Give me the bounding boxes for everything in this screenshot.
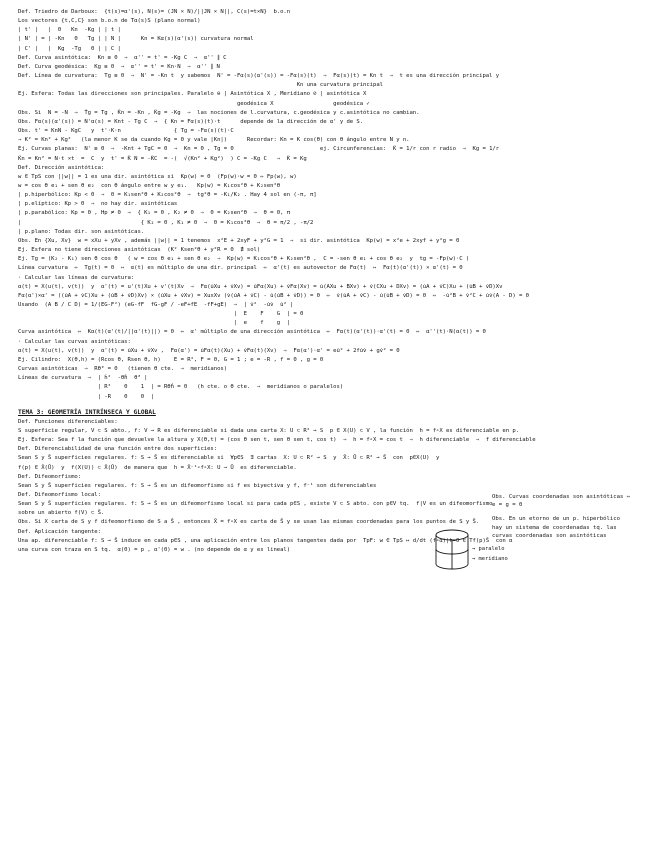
side-note: Obs. Curvas coordenadas son asintóticas ⇔ e = g = 0 (492, 494, 631, 509)
note-line: Curva asintótica ⇔ Kα(t)(α'(t)/||α'(t)||) = 0 ⇔ α' múltiplo de una dirección asintótica ⇔ Fα(t)(α'(t))·α'(t) = 0 ⇔ α''(t)·N(α(t)) = 0 (18, 329, 486, 336)
note-line: | { K₂ = 0 , K₁ ≠ 0 ⇒ 0 = K₁cos²θ ⇒ θ = π/2 , -π/2 (18, 219, 314, 226)
note-line: Ej. Tg = (K₂ - K₁) sen θ cos θ ( w = cos θ e₁ + sen θ e₂ ⇒ Kp(w) = K₁cos²θ + K₂sen²θ , C = -sen θ e₁ + cos θ e₂ y tg = -Fp(w)·C ) (18, 256, 470, 263)
note-line: Obs. Si X carta de S y f difeomorfismo de S a S̄ , entonces X̄ = f∘X es carta de S̄ y se usan las mismas coordenadas para los puntos de S y S̄. (18, 519, 480, 526)
note-line: Los vectores {t,C,C} son b.o.n de Tα(s)S (plano normal) (18, 18, 201, 25)
note-line: Kn una curvatura principal (18, 82, 383, 89)
note-line: Obs. t' = KnN - KgC y t'·K·n { Tg = -Fα(s)(t)·C (18, 128, 234, 135)
note-line: Sean S y S̄ superficies regulares. f: S → S̄ es un difeomorfismo si f es biyectiva y f, f⁻¹ son diferenciables (18, 482, 377, 489)
note-line: Curvas asintóticas ⇒ Rθ̇² = 0 (tienen θ cte. ⇒ meridianos) (18, 366, 228, 373)
side-notes (492, 493, 632, 546)
note-line: Sean S y S̄ superficies regulares. f: S → S̄ es diferenciable si ∀p∈S ∃ cartas X: U ⊂ R² → S y X̄: Ū ⊂ R² → S̄ con p∈X(U) y (18, 455, 440, 462)
note-line: w ∈ TpS con ||w|| = 1 es una dir. asintótica si Kp(w) = 0 (Fp(w)·w = 0 ⇔ Fp(w), w) (18, 173, 297, 180)
note-line: geodésica X geodésica ✓ (18, 100, 370, 107)
note-line: S superficie regular, V ⊂ S abto., f: V → R es diferenciable si dada una carta X: U ⊂ R² → S p ∈ X(U) ⊂ V , la función h = f∘X es diferenciable en p. (18, 427, 519, 434)
note-line: | e f g | (18, 320, 291, 327)
note-line: Línea curvatura ⇔ Tg(t) = 0 ⇔ α(t) es múltiplo de una dir. principal ⇔ α'(t) es autovector de Fα(t) ⇔ Fα(t)(α'(t)) × α'(t) = 0 (18, 265, 463, 272)
note-line: · Calcular las curvas asintóticas: (18, 338, 131, 345)
note-line: | p.plano: Todas dir. son asintóticas. (18, 228, 145, 235)
note-line: | C' | | Kg -Tg 0 | | C | (18, 45, 121, 52)
note-line: w = cos θ e₁ + sen θ e₂ con θ ángulo entre w y e₁. Kp(w) = K₁cos²θ + K₂sen²θ (18, 182, 281, 189)
note-line: α(t) = X(u(t), v(t)) y α'(t) = u'(t)Xu + v'(t)Xv ⇒ Fα(u̇Xu + v̇Xv) = u̇Fα(Xu) + v̇Fα(Xv) = u̇(AXu + BXv) + v̇(CXu + DXv) = (u̇A + v̇C)Xu + (u̇B + v̇D)Xv (18, 283, 503, 290)
note-line: una curva con traza en S tq. α(0) = p , α'(0) = w . (no depende de α y es lineal) (18, 546, 291, 553)
note-line: Obs. Si N = -N ⇒ T̃g = Tg , K̃n = -Kn , K̃g = -Kg ⇒ las nociones de l.curvatura, c.geodésica y c.asintótica no cambian. (18, 109, 420, 116)
note-line: Def. Curva asintótica: Kn ≡ 0 ⇒ α'' = t' = -Kg C ⇒ α'' ∥ C (18, 54, 227, 61)
note-line: | R² 0 1 | = Rθ̇ḣ = 0 (h cte. o θ cte. ⇒ meridianos o paralelos) (18, 384, 344, 391)
note-line: | t' | | 0 Kn -Kg | | t | (18, 27, 121, 34)
note-line: Sean S y S̄ superficies regulares. f: S → S̄ es un difeomorfismo local si para cada p∈S , existe V ⊂ S abto. con p∈V tq. f|V es un difeomorfismo (18, 501, 493, 508)
note-line: α(t) = X(u(t), v(t)) y α'(t) = u̇Xu + v̇Xv , Fα(α') = u̇Fα(t)(Xu) + v̇Fα(t)(Xv) ⇒ Fα(α')·α' = eu̇² + 2fu̇v̇ + gv̇² = 0 (18, 347, 400, 354)
note-line: K̂n = Kn² = N·t ×t = C y t' = K̂ N = -K̂C = -( √(Kn² + Kg²) ) C = -Kg C ⇒ K̂ = Kg (18, 155, 307, 162)
note-line: Def. Funciones diferenciables: (18, 418, 118, 425)
note-line: Def. Dirección asintótica: (18, 164, 105, 171)
section-title: TEMA 3: GEOMETRÍA INTRÍNSECA Y GLOBAL (18, 408, 156, 416)
note-line: Def. Difeomorfismo local: (18, 491, 101, 498)
note-line: Def. Difeomorfismo: (18, 473, 82, 480)
note-line: Ej. Esfera: Todas las direcciones son principales. Paralelo ⊖ | Asintótica X , Meridiano ⊘ | asintótica X (18, 91, 367, 98)
note-line: Def. Curva geodésica: Kg ≡ 0 ⇒ α'' = t' = Kn·N ⇒ α'' ∥ N (18, 63, 220, 70)
note-line: Ej. Esfera no tiene direcciones asintóticas (K² Ksen²θ + y²R = 0 ∄ sol) (18, 247, 261, 254)
note-line: f(p) ∈ X̄(Ū) y f(X(U)) ⊂ X̄(Ū) de manera que h = X̄⁻¹∘f∘X: U → Ū es diferenciable. (18, 464, 297, 471)
note-line: Ej. Cilindro: X(θ,h) = (Rcos θ, Rsen θ, h) E = R², F = 0, G = 1 ; e = -R , f = 0 , g = 0 (18, 356, 324, 363)
note-line: Obs. Fα(s)(α'(s)) = N'α(s) = Knt - Tg C ⇒ { Kn = Fα(s)(t)·t depende de la dirección de α' y de S. (18, 118, 364, 125)
cylinder-figure (432, 528, 508, 576)
note-line: Obs. En {Xu, Xv} w = xXu + yXv , además ||w|| = 1 tenemos x²E + 2xyF + y²G = 1 ⇒ si dir. asintótica Kp(w) = x²e + 2xyf + y²g = 0 (18, 237, 460, 244)
note-line: | -R 0 0 | (18, 393, 155, 400)
side-note: Obs. En un etorno de un p. hiperbólico hay un sistema de coordenadas tq. las curvas coordenadas son asintóticas (492, 516, 620, 539)
note-line: Def. Diferenciabilidad de una función entre dos superficies: (18, 446, 218, 453)
note-line: · Calcular las líneas de curvatura: (18, 274, 135, 281)
note-line: Ej. Esfera: Sea f la función que devuelve la altura y X(θ,t) = (cos θ sen t, sen θ sen t, cos t) ⇒ h = f∘X = cos t ⇒ h diferenciable ⇒ f diferenciable (18, 437, 536, 444)
note-line: | E F G | = 0 (18, 311, 304, 318)
note-line: | p.elíptico: Kp > 0 ⇒ no hay dir. asintóticas (18, 201, 178, 208)
note-line: Ej. Curvas planas: N' ≡ 0 ⇒ -Knt + TgC = 0 ⇒ Kn = 0 , Tg = 0 ej. Circunferencias: K̂ = 1/r con r radio ⇒ Kg = 1/r (18, 146, 500, 153)
note-line: Una ap. diferenciable f: S → S̄ induce en cada p∈S , una aplicación entre los planos tangentes dada por TpF: w ∈ TpS ↦ d/dt (f∘α)|t=0 ∈ Tf(p)S̄ con α (18, 537, 513, 544)
note-line: Usando (A B / C D) = 1/(EG-F²) (eG-fF fG-gF / -eF+fE -fF+gE) ⇒ | v̇² -u̇v̇ u̇² | (18, 302, 294, 308)
note-line: ⇒ K² = Kn² + Kg² (la menor K se da cuando Kg = 0 y vale |Kn|) Recordar: Kn = K cos(θ) con θ ángulo entre N y n. (18, 137, 410, 144)
meridiano-label: → meridiano (472, 556, 508, 562)
note-line: Líneas de curvatura ⇒ | ḣ² -θ̇ḣ θ̇² | (18, 375, 148, 382)
top-notes-block (18, 8, 634, 402)
note-line: sobre un abierto f(V) ⊂ S̄. (18, 510, 105, 517)
note-line: | p.parabólico: Kp = 0 , Hp ≠ 0 ⇒ { K₁ = 0 , K₂ ≠ 0 ⇒ 0 = K₂sen²θ ⇒ θ = 0, π (18, 210, 291, 217)
note-line: | p.hiperbólico: Kp < 0 ⇒ 0 = K₁sen²θ + K₂cos²θ ⇒ tg²θ = -K₁/K₂ . Hay 4 sol en (-π, π] (18, 192, 317, 199)
note-line: Fα(α')×α' = ((u̇A + v̇C)Xu + (u̇B + v̇D)Xv) × (u̇Xu + v̇Xv) = XuxXv (v̇(u̇A + v̇C) - u̇(u̇B + v̇D)) = 0 ⇔ v̇(u̇A + v̇C) - u̇(u̇B + v̇D) = 0 ⇔ -u̇²B + v̇²C + u̇v̇(A - D) = 0 (18, 292, 529, 299)
note-line: Def. Aplicación tangente: (18, 528, 101, 535)
note-line: Def. Línea de curvatura: Tg ≡ 0 ⇒ N' = -Kn t y sabemos N' = -Fα(s)(α'(s)) = -Fα(s)(t) ⇒ Fα(s)(t) = Kn t ⇒ t es una dirección principal y (18, 73, 500, 80)
paralelo-label: → paralelo (472, 546, 505, 552)
note-line: Def. Triedro de Darboux: {t(s)=α'(s), N(s)= (JN × N)/||JN × N||, C(s)=t×N} b.o.n (18, 9, 291, 15)
note-line: | N' | = | -Kn 0 Tg | | N | Kn = Kα(s)(α'(s)) curvatura normal (18, 36, 254, 43)
